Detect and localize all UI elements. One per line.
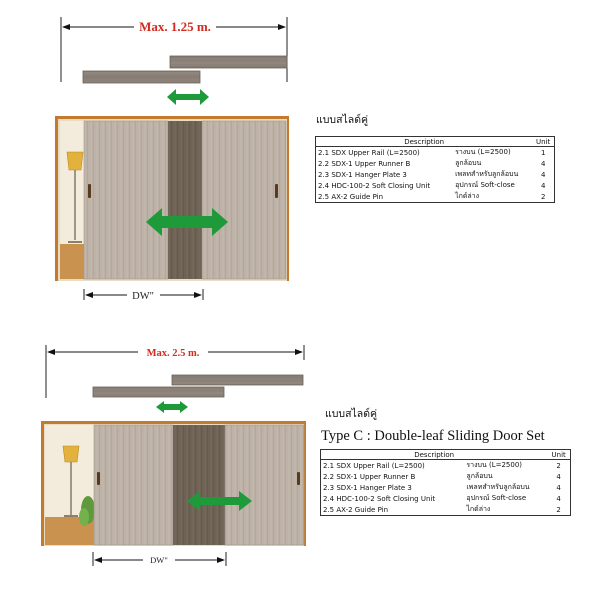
top-desc-cell: 2.1 SDX Upper Rail (L=2500) — [318, 148, 420, 157]
top-desc-cell: 2.4 HDC-100-2 Soft Closing Unit — [318, 181, 431, 190]
top-rail-upper — [170, 56, 287, 68]
top-desc-cell: 2.3 SDX-1 Hanger Plate 3 — [318, 170, 407, 179]
top-table-header-unit: Unit — [532, 137, 554, 147]
top-thai-cell: เพลทสำหรับลูกล้อบน — [455, 170, 519, 178]
bottom-table-header-unit: Unit — [547, 450, 570, 460]
bottom-desc-cell: 2.5 AX-2 Guide Pin — [323, 505, 389, 514]
bottom-table-row — [321, 493, 571, 504]
top-desc-cell: 2.5 AX-2 Guide Pin — [318, 192, 384, 201]
bottom-diagram — [41, 345, 306, 566]
bottom-thai-cell: อุปกรณ์ Soft-close — [466, 494, 527, 502]
bottom-unit-cell: 4 — [556, 472, 561, 481]
bottom-door-center-panel — [173, 425, 225, 545]
bottom-rail-upper — [172, 375, 303, 385]
top-handle-right — [275, 184, 278, 198]
bottom-table-row — [321, 471, 571, 482]
top-small-arrow-icon — [167, 89, 209, 105]
bottom-table-row — [321, 460, 571, 472]
bottom-desc-cell: 2.4 HDC-100-2 Soft Closing Unit — [323, 494, 436, 503]
top-door-leaf-left — [84, 121, 168, 279]
bottom-unit-cell: 2 — [556, 461, 561, 470]
top-door-center-panel — [168, 121, 202, 279]
top-table-row — [316, 191, 555, 203]
top-table-row — [316, 158, 555, 169]
bottom-unit-cell: 2 — [556, 505, 561, 514]
top-thai-cell: รางบน (L=2500) — [455, 148, 511, 156]
bottom-desc-cell: 2.3 SDX-1 Hanger Plate 3 — [323, 483, 412, 492]
top-table-row — [316, 180, 555, 191]
bottom-desc-cell: 2.1 SDX Upper Rail (L=2500) — [323, 461, 425, 470]
bottom-unit-cell: 4 — [556, 494, 561, 503]
bottom-thai-cell: รางบน (L=2500) — [466, 461, 523, 469]
bottom-door-leaf-right — [225, 425, 304, 545]
bottom-thai-cell: เพลทสำหรับลูกล้อบน — [466, 483, 530, 491]
top-table-row — [316, 147, 555, 159]
bottom-small-arrow-icon — [156, 401, 188, 413]
bottom-handle-right — [297, 472, 300, 485]
top-unit-cell: 1 — [540, 148, 546, 157]
top-handle-left — [88, 184, 91, 198]
top-dw-label: DW" — [132, 291, 154, 302]
bottom-rail-lower — [93, 387, 224, 397]
bottom-thai-cell: ไกด์ล่าง — [466, 505, 491, 513]
top-desc-cell: 2.2 SDX-1 Upper Runner B — [318, 159, 411, 168]
bottom-type-title: Type C : Double-leaf Sliding Door Set — [321, 428, 545, 444]
bottom-unit-cell: 4 — [556, 483, 561, 492]
top-table-row — [316, 169, 555, 180]
top-diagram — [55, 17, 289, 302]
bottom-handle-left — [97, 472, 100, 485]
bottom-table-header-desc: Description — [321, 450, 548, 460]
bottom-max-label: Max. 2.5 m. — [146, 348, 200, 359]
top-style-heading: แบบสไลด์คู่ — [316, 114, 369, 126]
top-unit-cell: 4 — [540, 181, 546, 190]
top-spec-table — [315, 136, 555, 203]
top-unit-cell: 2 — [540, 192, 546, 201]
bottom-table-row — [321, 482, 571, 493]
top-table-header-desc: Description — [316, 137, 533, 147]
bottom-spec-table — [320, 449, 571, 516]
bottom-thai-cell: ลูกล้อบน — [466, 472, 493, 480]
bottom-style-heading: แบบสไลด์คู่ — [325, 408, 378, 420]
top-door-leaf-right — [202, 121, 286, 279]
bottom-table-row — [321, 504, 571, 516]
top-rail-lower — [83, 71, 200, 83]
bottom-door-leaf-left — [94, 425, 173, 545]
bottom-desc-cell: 2.2 SDX-1 Upper Runner B — [323, 472, 416, 481]
top-thai-cell: อุปกรณ์ Soft-close — [455, 181, 515, 189]
bottom-dw-label: DW" — [150, 555, 168, 565]
top-unit-cell: 4 — [540, 159, 546, 168]
top-thai-cell: ลูกล้อบน — [455, 159, 482, 167]
top-max-label: Max. 1.25 m. — [139, 19, 211, 34]
top-thai-cell: ไกด์ล่าง — [455, 192, 480, 200]
top-unit-cell: 4 — [540, 170, 546, 179]
